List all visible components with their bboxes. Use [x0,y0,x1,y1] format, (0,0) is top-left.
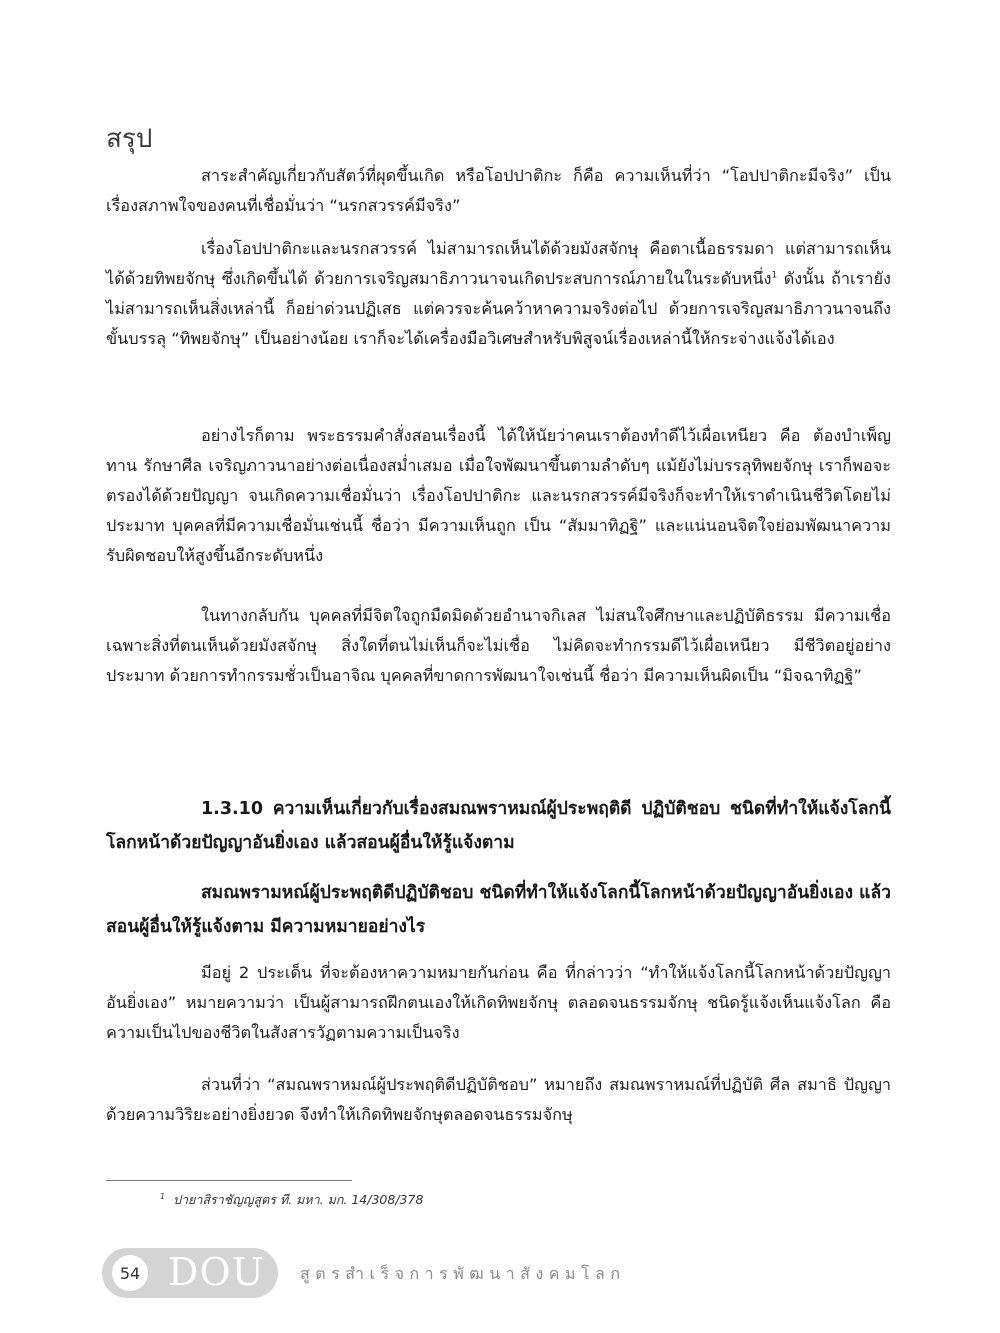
summary-paragraph-3: อย่างไรก็ตาม พระธรรมคำสั่งสอนเรื่องนี้ ได้ให้นัยว่าคนเราต้องทำดีไว้เผื่อเหนียว คือ ต้องบำเพ็ญทาน รักษาศีล เจริญภาวนาอย่างต่อเนื่องสม่ำเสมอ เมื่อใจพัฒนาขึ้นตามลำดับๆ แม้ยังไม่บรรลุทิพยจักษุ เราก็พอจะตรองได้ด้วยปัญญา จนเกิดความเชื่อมั่นว่า เรื่องโอปปาติกะ และนรกสวรรค์มีจริงก็จะทำให้เราดำเนินชีวิตโดยไม่ประมาท บุคคลที่มีความเชื่อมั่นเช่นนี้ ชื่อว่า มีความเห็นถูก เป็น “สัมมาทิฏฐิ” และแน่นอนจิตใจย่อมพัฒนาความรับผิดชอบให้สูงขึ้นอีกระดับหนึ่ง [106,426,891,565]
summary-paragraph-2-text-b: ดังนั้น ถ้าเรายังไม่สามารถเห็นสิ่งเหล่านี้ ก็อย่าด่วนปฏิเสธ แต่ควรจะค้นคว้าหาความจริงต่อไป ด้วยการเจริญสมาธิภาวนาจนถึงขั้นบรรลุ “ทิพยจักษุ” เป็นอย่างน้อย เราก็จะได้เครื่องมือวิเศษสำหรับพิสูจน์เรื่องเหล่านี้ให้กระจ่างแจ้งได้เอง [106,269,891,348]
summary-paragraph-2 [106,234,891,354]
footer-book-title: สูตรสำเร็จการพัฒนาสังคมโลก [300,1264,626,1283]
section-paragraph-1: มีอยู่ 2 ประเด็น ที่จะต้องหาความหมายกันก่อน คือ ที่กล่าวว่า “ทำให้แจ้งโลกนี้โลกหน้าด้วยปัญญาอันยิ่งเอง” หมายความว่า เป็นผู้สามารถฝึกตนเองให้เกิดทิพยจักษุ ตลอดจนธรรมจักษุ ชนิดรู้แจ้งเห็นแจ้งโลก คือความเป็นไปของชีวิตในสังสารวัฏตามความเป็นจริง [106,963,891,1042]
summary-paragraph-1: สาระสำคัญเกี่ยวกับสัตว์ที่ผุดขึ้นเกิด หรือโอปปาติกะ ก็คือ ความเห็นที่ว่า “โอปปาติกะมีจริง” เป็นเรื่องสภาพใจของคนที่เชื่อมั่นว่า “นรกสวรรค์มีจริง” [106,166,891,215]
footnote-divider [106,1180,352,1181]
footer-badge [102,1248,278,1298]
footnote-marker: 1 [160,1191,166,1201]
summary-paragraph-2-text-a: เรื่องโอปปาติกะและนรกสวรรค์ ไม่สามารถเห็นได้ด้วยมังสจักษุ คือตาเนื้อธรรมดา แต่สามารถเห็นได้ด้วยทิพยจักษุ ซึ่งเกิดขึ้นได้ ด้วยการเจริญสมาธิภาวนาจนเกิดประสบการณ์ภายในในระดับหนึ่ง [106,239,891,288]
footnote-text: ปายาสิราชัญญสูตร ที. มหา. มก. 14/308/378 [173,1192,424,1207]
summary-heading: สรุป [106,124,153,154]
footnote-reference[interactable]: 1 [771,270,778,281]
footnote [160,1190,423,1210]
dou-logo: DOU [168,1250,265,1294]
page-number: 54 [112,1255,148,1291]
section-paragraph-2: ส่วนที่ว่า “สมณพราหมณ์ผู้ประพฤติดีปฏิบัติชอบ” หมายถึง สมณพราหมณ์ที่ปฏิบัติ ศีล สมาธิ ปัญญา ด้วยความวิริยะอย่างยิ่งยวด จึงทำให้เกิดทิพยจักษุตลอดจนธรรมจักษุ [106,1075,891,1124]
summary-paragraph-4: ในทางกลับกัน บุคคลที่มีจิตใจถูกมืดมิดด้วยอำนาจกิเลส ไม่สนใจศึกษาและปฏิบัติธรรม มีความเชื่อเฉพาะสิ่งที่ตนเห็นด้วยมังสจักษุ สิ่งใดที่ตนไม่เห็นก็จะไม่เชื่อ ไม่คิดจะทำกรรมดีไว้เผื่อเหนียว มีชีวิตอยู่อย่างประมาท ด้วยการทำกรรมชั่วเป็นอาจิณ บุคคลที่ขาดการพัฒนาใจเช่นนี้ ชื่อว่า มีความเห็นผิดเป็น “มิจฉาทิฏฐิ” [106,606,891,685]
section-heading: 1.3.10 ความเห็นเกี่ยวกับเรื่องสมณพราหมณ์ผู้ประพฤติดี ปฏิบัติชอบ ชนิดที่ทำให้แจ้งโลกนี้โลกหน้าด้วยปัญญาอันยิ่งเอง แล้วสอนผู้อื่นให้รู้แจ้งตาม [106,799,891,853]
section-question: สมณพรามหณ์ผู้ประพฤติดีปฏิบัติชอบ ชนิดที่ทำให้แจ้งโลกนี้โลกหน้าด้วยปัญญาอันยิ่งเอง แล้วสอนผู้อื่นให้รู้แจ้งตาม มีความหมายอย่างไร [106,883,891,937]
